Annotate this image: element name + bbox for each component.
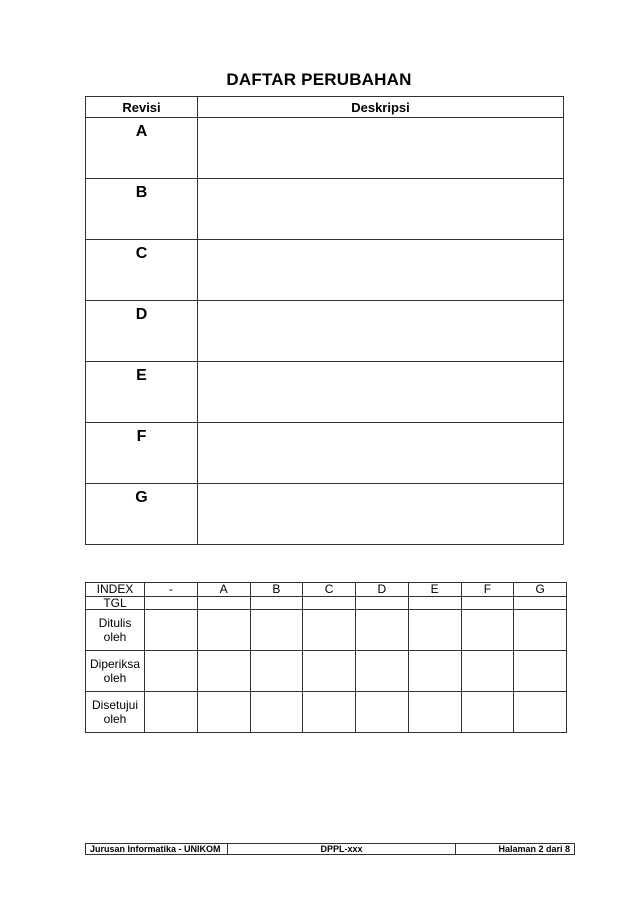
index-header-row	[86, 583, 567, 597]
revision-id: C	[86, 240, 198, 301]
tgl-cell[interactable]	[197, 597, 250, 610]
index-column: F	[461, 583, 514, 597]
signature-cell[interactable]	[197, 651, 250, 692]
revision-row	[86, 423, 564, 484]
tgl-cell[interactable]	[303, 597, 356, 610]
tgl-cell[interactable]	[356, 597, 409, 610]
tgl-cell[interactable]	[461, 597, 514, 610]
revision-description[interactable]	[198, 484, 564, 545]
signature-cell[interactable]	[356, 692, 409, 733]
tgl-cell[interactable]	[408, 597, 461, 610]
revision-row	[86, 240, 564, 301]
signature-cell[interactable]	[197, 610, 250, 651]
signature-cell[interactable]	[514, 692, 567, 733]
disetujui-label-line1: Disetujui	[91, 698, 139, 712]
signature-cell[interactable]	[461, 610, 514, 651]
index-column: G	[514, 583, 567, 597]
diperiksa-label	[86, 651, 145, 692]
signature-cell[interactable]	[145, 651, 198, 692]
revision-description[interactable]	[198, 301, 564, 362]
signature-cell[interactable]	[250, 610, 303, 651]
index-column: C	[303, 583, 356, 597]
revisi-header: Revisi	[86, 97, 198, 118]
tgl-row	[86, 597, 567, 610]
footer-department: Jurusan Informatika - UNIKOM	[86, 844, 228, 855]
signature-cell[interactable]	[356, 651, 409, 692]
revision-row	[86, 301, 564, 362]
page-title: DAFTAR PERUBAHAN	[226, 70, 412, 89]
signature-cell[interactable]	[303, 651, 356, 692]
tgl-label: TGL	[86, 597, 145, 610]
revision-row	[86, 484, 564, 545]
diperiksa-row	[86, 651, 567, 692]
footer-row	[86, 844, 575, 855]
diperiksa-label-line1: Diperiksa	[89, 657, 140, 671]
signature-cell[interactable]	[408, 610, 461, 651]
revision-id: E	[86, 362, 198, 423]
signature-cell[interactable]	[197, 692, 250, 733]
revision-row	[86, 362, 564, 423]
signature-cell[interactable]	[514, 651, 567, 692]
revision-id: G	[86, 484, 198, 545]
ditulis-row	[86, 610, 567, 651]
signature-cell[interactable]	[250, 692, 303, 733]
deskripsi-header: Deskripsi	[198, 97, 564, 118]
revision-row	[86, 118, 564, 179]
revision-description[interactable]	[198, 240, 564, 301]
revision-row	[86, 179, 564, 240]
signature-cell[interactable]	[303, 692, 356, 733]
tgl-cell[interactable]	[145, 597, 198, 610]
signature-cell[interactable]	[461, 692, 514, 733]
revision-id: B	[86, 179, 198, 240]
index-table	[85, 582, 567, 733]
index-column: D	[356, 583, 409, 597]
index-column: B	[250, 583, 303, 597]
index-column: A	[197, 583, 250, 597]
signature-cell[interactable]	[250, 651, 303, 692]
index-column: E	[408, 583, 461, 597]
revision-description[interactable]	[198, 118, 564, 179]
footer-doc-code: DPPL-xxx	[228, 844, 456, 855]
ditulis-label-line1: Ditulis	[98, 616, 132, 630]
signature-cell[interactable]	[514, 610, 567, 651]
tgl-cell[interactable]	[250, 597, 303, 610]
index-column: -	[145, 583, 198, 597]
revision-header-row	[86, 97, 564, 118]
revision-description[interactable]	[198, 423, 564, 484]
ditulis-label	[86, 610, 145, 651]
revision-id: F	[86, 423, 198, 484]
ditulis-label-line2: oleh	[103, 630, 127, 644]
disetujui-label	[86, 692, 145, 733]
page-footer	[85, 843, 575, 855]
disetujui-row	[86, 692, 567, 733]
disetujui-label-line2: oleh	[103, 712, 127, 726]
revision-table	[85, 96, 564, 545]
revision-id: A	[86, 118, 198, 179]
signature-cell[interactable]	[356, 610, 409, 651]
signature-cell[interactable]	[145, 610, 198, 651]
signature-cell[interactable]	[408, 692, 461, 733]
index-label: INDEX	[86, 583, 145, 597]
footer-page-number: Halaman 2 dari 8	[456, 844, 575, 855]
tgl-cell[interactable]	[514, 597, 567, 610]
revision-id: D	[86, 301, 198, 362]
diperiksa-label-line2: oleh	[103, 671, 127, 685]
revision-description[interactable]	[198, 362, 564, 423]
signature-cell[interactable]	[303, 610, 356, 651]
revision-description[interactable]	[198, 179, 564, 240]
signature-cell[interactable]	[145, 692, 198, 733]
signature-cell[interactable]	[408, 651, 461, 692]
signature-cell[interactable]	[461, 651, 514, 692]
